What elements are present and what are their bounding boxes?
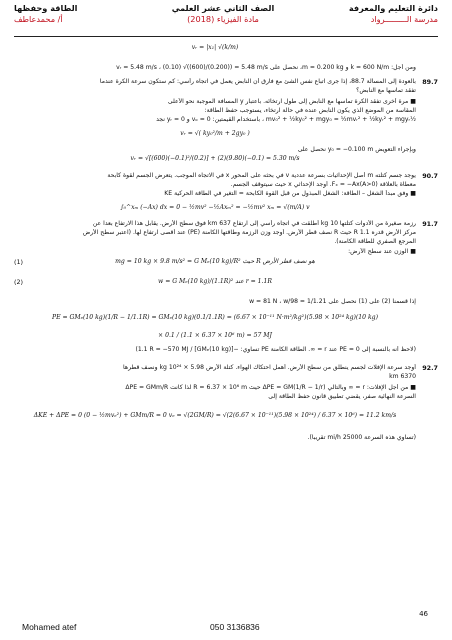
header-divider [14, 36, 438, 37]
text-line: معطاة بالعلاقة Fₓ = −Ax(A>0). أوجد الإحداثي x حيث سيتوقف الجسم. [230, 181, 416, 188]
text-line: أوجد سرعة الإفلات لجسم ينطلق من سطح الأرض. أهمل احتكاك الهواء. كتلة الأرض 5.98 × 10²⁴ kg ونصف قطرها [123, 364, 416, 371]
equation: × 0.1 / (1.1 × 6.37 × 10⁶ m) = 57 MJ [158, 332, 272, 339]
text-line: إذا قسمنا (2) على (1) نحصل على w = 81 N ، w/98 = 1/1.21 [249, 298, 416, 305]
text-line: ½mv₀² + ½ky₀² + mgy₀ = ½mvᵣ² + ½kyᵣ² + mgyᵣ ، باستخدام القيمتين: vₒ = 0 و yᵣ = 0 نجد [156, 116, 416, 123]
page-content [14, 42, 438, 610]
text-line: المقاسة من الموضع الذي يكون النابض عنده في حالة ارتخاء، يستوجب حفظ الطاقة: [204, 107, 416, 114]
equation: PE = GMₑ(10 kg)(1/R − 1/1.1R) = GMₑ(10 kg)(0.1/1.1R) = (6.67 × 10⁻¹¹ N·m²/kg²)(5.98 × 10²⁴ kg)(10 kg) [52, 314, 378, 321]
footer-author: Mohamed atef [22, 622, 77, 632]
header-course [158, 3, 288, 25]
equation-number: (1) [14, 258, 24, 266]
problem-number: 92.7 [422, 364, 438, 372]
header-topic [14, 3, 77, 25]
header-grade: الصف الثاني عشر العلمي [171, 3, 275, 13]
text-line: تفقد تماسها مع النابض؟ [356, 87, 416, 94]
header-subject: مادة الفيزياء (2018) [187, 14, 259, 24]
text-line: (تساوي هذه السرعة 25000 mi/h تقريباً). [307, 434, 416, 441]
text-line: يوجد جسم كتلته m أصل الإحداثيات بسرعة عددية v في بحثه على المحور x في الاتجاه الموجب. يتعرض الجسم لقوة كابحة [107, 172, 416, 179]
equation: ∫₀^xₘ (−Ax) dx = 0 − ½mv² −½Axₘ² = −½mv² xₘ = √(m/A) v [120, 204, 310, 211]
text-line: وبإجراء التعويض y₀ = −0.100 m نحصل على [297, 146, 416, 153]
equation: vᵣ = √[(600)(−0.1)²/(0.2)] + (2)(9.80)(−0.1) = 5.30 m/s [130, 155, 300, 162]
text-line: ■ من أجل الإفلات: r = ∞ وبالتالي ΔPE = GM(1/R − 1/r) حيث R = 6.37 × 10⁶ m لذا كانت ΔPE = GMm/R [125, 384, 416, 391]
page-header [14, 3, 438, 37]
text-line: ■ مرة أخرى تفقد الكرة تماسها مع النابض إلى طول ارتخائه. باعتبار y المسافة الموجبة نحو الأعلى [167, 98, 416, 105]
equation-number: (2) [14, 278, 24, 286]
equation: vᵣ = |x₁| √(k/m) [191, 44, 239, 51]
header-teacher: أ/ محمدعاطف [14, 14, 63, 24]
text-line: 6370 km [389, 373, 416, 380]
text-line: رزمة صغيرة من الأدوات كتلتها kg 10 أطلقت في اتجاه رأسي إلى ارتفاع km 637 فوق سطح الأرض. يقابل هذا الارتفاع بعداً عن [92, 220, 416, 227]
header-department: دائرة التعليم والمعرفة [348, 3, 438, 13]
header-school [349, 3, 438, 25]
problem-number: 90.7 [422, 172, 438, 180]
equation: mg = 10 kg × 9.8 m/s² = G Mₑ(10 kg)/R² حيث R هو نصف قطر الأرض [115, 258, 315, 265]
equation: ΔKE + ΔPE = 0 (0 − ½mvₑ²) + GMm/R = 0 vₑ = √(2GM/R) = √(2(6.67 × 10⁻¹¹)(5.98 × 10²⁴) / 6.37 × 10⁶) = 11.2 km/s [33, 412, 397, 419]
text-line: بالعودة إلى المسألة 88.7، إذا جرى اتباع نفس الشئ مع فارق أن النابض يعمل في اتجاه رأسي: كم ستكون سرعة الكرة عندما [99, 78, 416, 85]
text-line: ■ وفق مبدأ الشغل – الطاقة: الشغل المبذول من قبل القوة الكابحة = التغير في الطاقة الحركية KE [164, 190, 416, 197]
page-footer [0, 610, 452, 640]
header-school-name: مدرسة الـــــــــرواد [370, 14, 438, 24]
footer-phone: 050 3136836 [210, 622, 260, 632]
text-line: المرجع الصفري للطاقة الكامنة). [334, 238, 416, 245]
header-chapter-title: الطاقة وحفظها [14, 3, 78, 13]
equation: vᵣ = √( ky₀²/m + 2gy₀ ) [180, 130, 250, 137]
text-line: (لاحظ أنه بالنسبة إلى PE = 0 عند r = ∞. الطاقة الكامنة PE تساوي: −[GMₑ(10 kg)] / 1.1 R = −570 MJ) [135, 346, 416, 353]
text-line: السرعة النهائية صفر، يقضي تطبيق قانون حفظ الطاقة إلى [268, 393, 416, 400]
problem-number: 89.7 [422, 78, 438, 86]
problem-number: 91.7 [422, 220, 438, 228]
text-line: ومن أجل: k = 600 N/m و m = 0.200 kg، نحصل على vᵣ = 5.48 m/s ، (0.10) √((600)/(0.200)) = 5.48 m/s [116, 64, 416, 71]
text-line: مركز الأرض قدره R 1.1 حيث R نصف قطر الأرض. أوجد وزن الرزمة وطاقتها الكامنة (PE) عند أقصى ارتفاع لها. (اعتبر سطح الأرض [82, 229, 416, 236]
text-line: ■ الوزن عند سطح الأرض: [348, 248, 416, 255]
equation: w = G Mₑ(10 kg)/(1.1R)² عند r = 1.1R [158, 278, 272, 285]
page-number: 46 [419, 610, 428, 618]
